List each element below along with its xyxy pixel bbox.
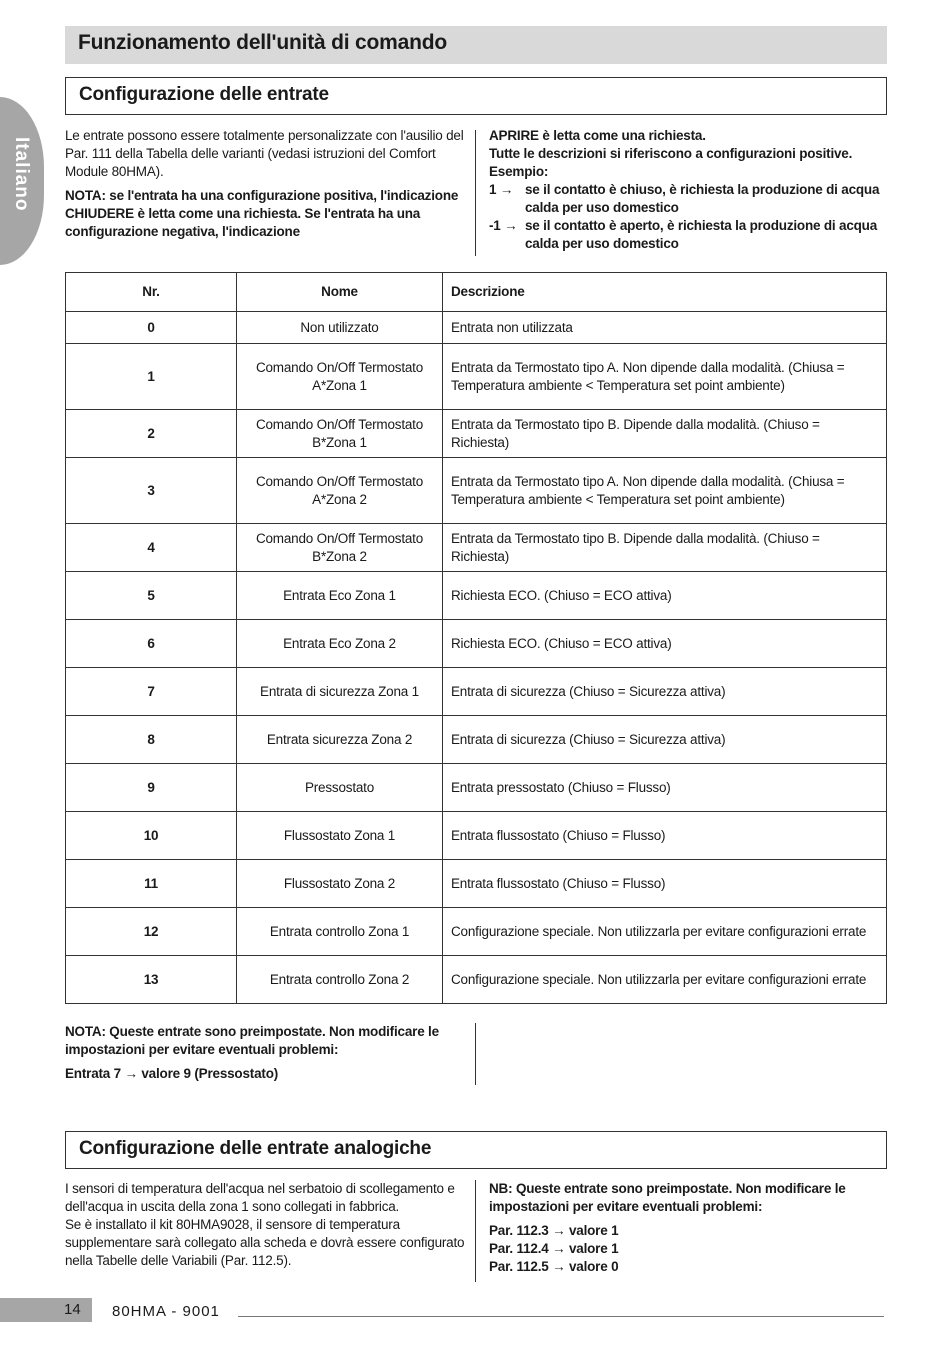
cell-description: Entrata da Termostato tipo A. Non dipende dalla modalità. (Chiusa = Temperatura ambiente < Temperatura set point ambiente) [443,458,887,524]
cell-description: Entrata di sicurezza (Chiuso = Sicurezza attiva) [443,716,887,764]
cell-description: Entrata da Termostato tipo A. Non dipende dalla modalità. (Chiusa = Temperatura ambiente < Temperatura set point ambiente) [443,344,887,410]
intro-paragraph: Le entrate possono essere totalmente personalizzate con l'ausilio del Par. 111 della Tabella delle varianti (vedasi istruzioni del Comfort Module 80HMA). [65,128,464,179]
cell-nr: 10 [66,812,237,860]
language-label: Italiano [11,137,32,212]
header-nr: Nr. [66,273,237,312]
document-code: 80HMA - 9001 [112,1303,220,1320]
cell-nr: 3 [66,458,237,524]
cell-description: Entrata non utilizzata [443,312,887,344]
analog-paragraph: I sensori di temperatura dell'acqua nel serbatoio di scollegamento e dell'acqua in uscita della zona 1 sono collegati in fabbrica. [65,1181,455,1214]
table-row [66,312,887,344]
preset-note-value: Entrata 7 → valore 9 (Pressostato) [65,1066,279,1081]
cell-name: Comando On/Off Termostato B*Zona 2 [237,524,443,572]
example-label: Esempio: [489,164,549,179]
cell-name: Flussostato Zona 1 [237,812,443,860]
intro-right-column [489,127,885,253]
table-row [66,716,887,764]
parameter-value: Par. 112.3 → valore 1 [489,1223,619,1238]
column-divider [475,1180,476,1282]
section-title-box [65,77,887,115]
page-header [65,26,887,64]
section-title-box [65,1131,887,1169]
parameter-value: Par. 112.5 → valore 0 [489,1259,619,1274]
table-row [66,860,887,908]
example-value: -1 → [489,218,518,233]
cell-name: Entrata di sicurezza Zona 1 [237,668,443,716]
cell-nr: 11 [66,860,237,908]
cell-nr: 13 [66,956,237,1004]
cell-name: Entrata sicurezza Zona 2 [237,716,443,764]
note-continuation: APRIRE è letta come una richiesta. [489,128,706,143]
analog-left-column [65,1180,465,1270]
positive-config-note: Tutte le descrizioni si riferiscono a configurazioni positive. [489,146,853,161]
cell-name: Entrata controllo Zona 2 [237,956,443,1004]
analog-preset-note: NB: Queste entrate sono preimpostate. Non modificare le impostazioni per evitare eventuali problemi: [489,1181,846,1214]
cell-name: Comando On/Off Termostato A*Zona 1 [237,344,443,410]
example-text: se il contatto è chiuso, è richiesta la produzione di acqua calda per uso domestico [525,182,880,215]
example-text: se il contatto è aperto, è richiesta la produzione di acqua calda per uso domestico [525,218,878,251]
example-value: 1 → [489,182,514,197]
preset-note [65,1023,465,1089]
footer-rule [238,1316,884,1317]
cell-description: Configurazione speciale. Non utilizzarla per evitare configurazioni errate [443,908,887,956]
table-header-row [66,273,887,312]
example-row [489,181,885,217]
cell-nr: 9 [66,764,237,812]
table-row [66,410,887,458]
cell-description: Richiesta ECO. (Chiuso = ECO attiva) [443,572,887,620]
cell-nr: 0 [66,312,237,344]
intro-note: NOTA: se l'entrata ha una configurazione positiva, l'indicazione CHIUDERE è letta come una richiesta. Se l'entrata ha una configurazione negativa, l'indicazione [65,188,459,239]
table-row [66,956,887,1004]
cell-description: Configurazione speciale. Non utilizzarla per evitare configurazioni errate [443,956,887,1004]
analog-paragraph: Se è installato il kit 80HMA9028, il sensore di temperatura supplementare sarà collegato alla scheda e dovrà essere configurato nella Tabelle delle Variabili (Par. 112.5). [65,1217,465,1268]
cell-description: Entrata da Termostato tipo B. Dipende dalla modalità. (Chiuso = Richiesta) [443,524,887,572]
parameter-value: Par. 112.4 → valore 1 [489,1241,619,1256]
cell-description: Richiesta ECO. (Chiuso = ECO attiva) [443,620,887,668]
cell-nr: 2 [66,410,237,458]
page-title: Funzionamento dell'unità di comando [78,31,447,54]
column-divider [475,1023,476,1085]
cell-name: Comando On/Off Termostato B*Zona 1 [237,410,443,458]
cell-description: Entrata di sicurezza (Chiuso = Sicurezza attiva) [443,668,887,716]
table-row [66,572,887,620]
cell-name: Non utilizzato [237,312,443,344]
cell-description: Entrata da Termostato tipo B. Dipende dalla modalità. (Chiuso = Richiesta) [443,410,887,458]
cell-nr: 4 [66,524,237,572]
page-number: 14 [64,1301,81,1318]
analog-right-column [489,1180,885,1276]
table-row [66,620,887,668]
table-row [66,344,887,410]
cell-nr: 12 [66,908,237,956]
cell-nr: 1 [66,344,237,410]
cell-description: Entrata flussostato (Chiuso = Flusso) [443,860,887,908]
cell-name: Entrata Eco Zona 1 [237,572,443,620]
cell-name: Comando On/Off Termostato A*Zona 2 [237,458,443,524]
language-side-tab [0,97,44,265]
preset-note-text: NOTA: Queste entrate sono preimpostate. Non modificare le impostazioni per evitare eventuali problemi: [65,1024,439,1057]
cell-nr: 8 [66,716,237,764]
cell-nr: 5 [66,572,237,620]
page-number-box [0,1298,92,1322]
example-row [489,217,885,253]
table-row [66,668,887,716]
section-title: Configurazione delle entrate analogiche [79,1138,432,1159]
table-row [66,458,887,524]
inputs-table [65,272,887,1004]
table-row [66,908,887,956]
cell-nr: 6 [66,620,237,668]
table-row [66,812,887,860]
cell-name: Pressostato [237,764,443,812]
cell-description: Entrata flussostato (Chiuso = Flusso) [443,812,887,860]
table-row [66,524,887,572]
cell-description: Entrata pressostato (Chiuso = Flusso) [443,764,887,812]
table-row [66,764,887,812]
header-description: Descrizione [443,273,887,312]
intro-left-column [65,127,465,247]
header-name: Nome [237,273,443,312]
cell-nr: 7 [66,668,237,716]
section-title: Configurazione delle entrate [79,84,329,105]
cell-name: Entrata controllo Zona 1 [237,908,443,956]
cell-name: Entrata Eco Zona 2 [237,620,443,668]
cell-name: Flussostato Zona 2 [237,860,443,908]
column-divider [475,130,476,256]
